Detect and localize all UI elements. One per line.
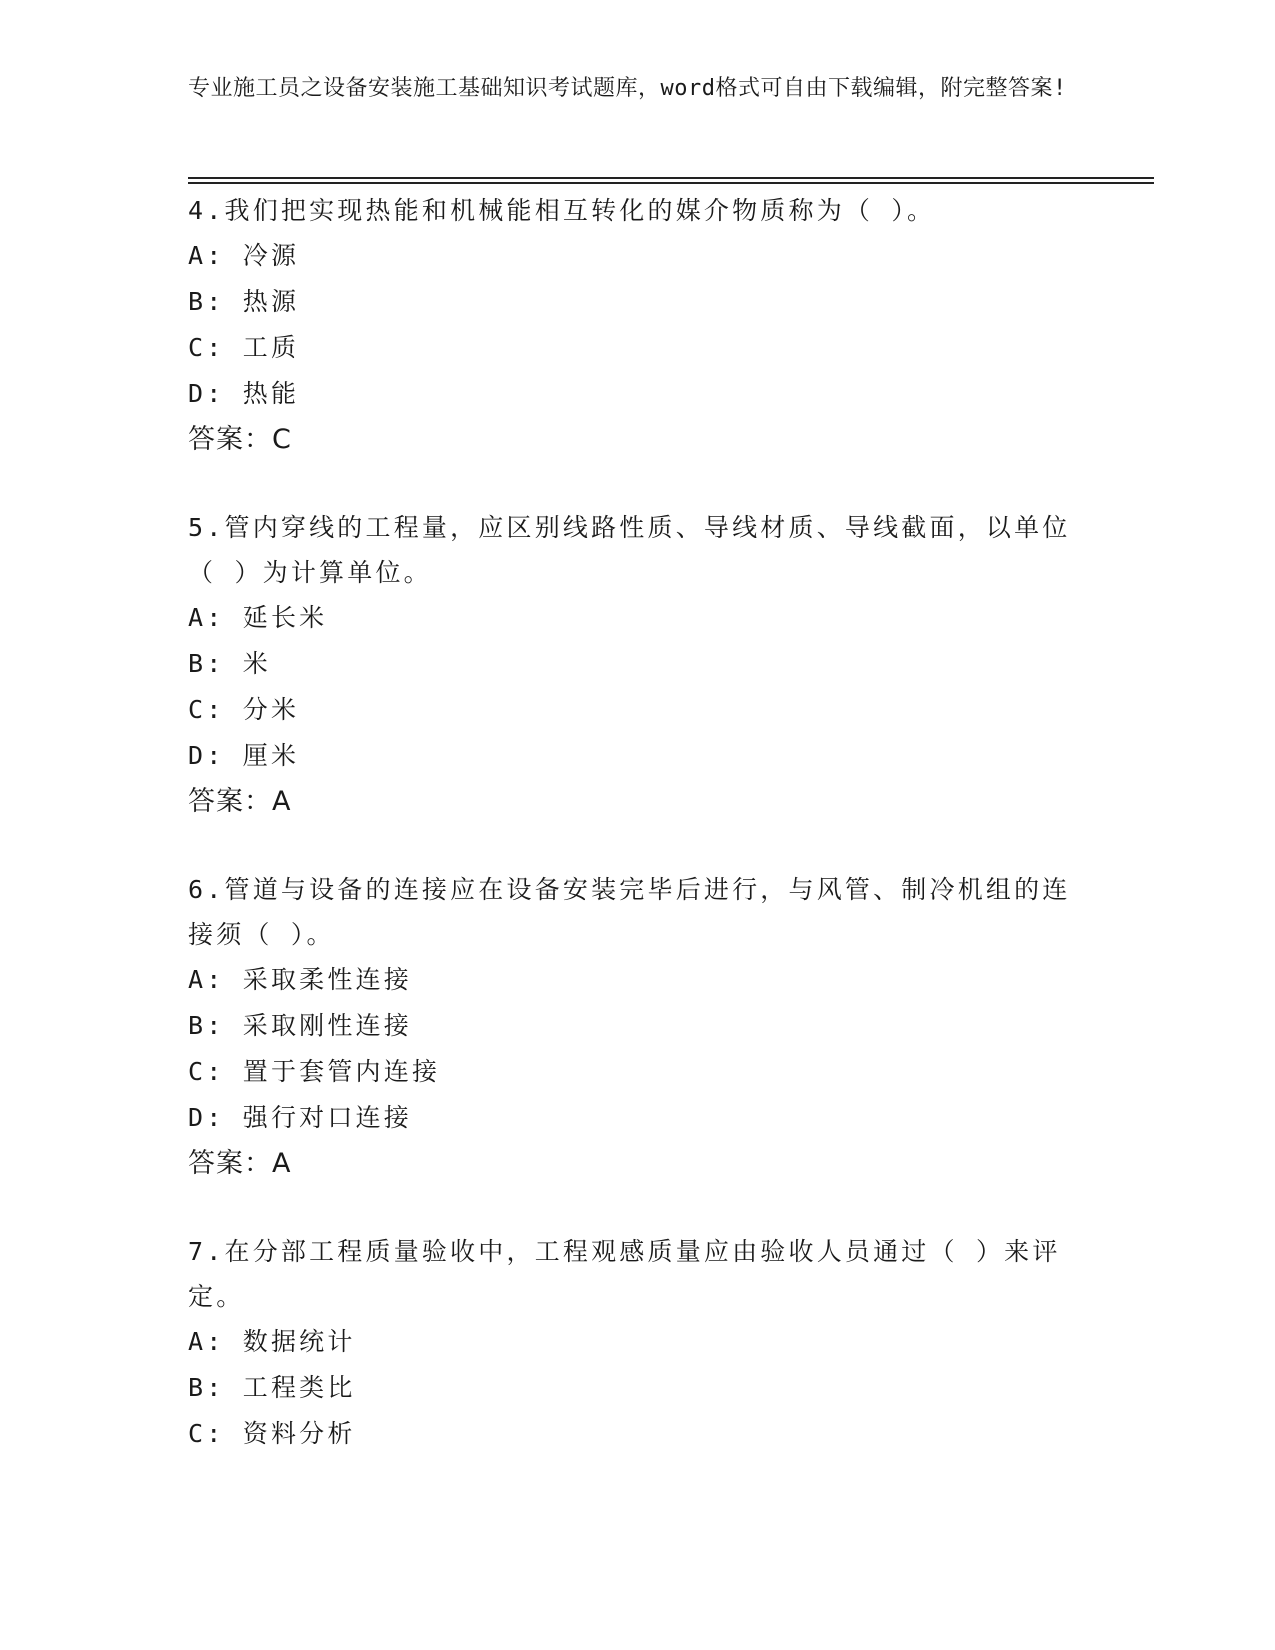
option-c: C: 工质 [188,333,300,362]
question-stem: 6.管道与设备的连接应在设备安装完毕后进行，与风管、制冷机组的连接须（ ）。 [188,875,1071,949]
option-c: C: 分米 [188,695,300,724]
option-c: C: 资料分析 [188,1419,356,1448]
option-a: A: 延长米 [188,603,328,632]
answer-label: 答案：A [188,786,292,817]
question-stem: 5.管内穿线的工程量，应区别线路性质、导线材质、导线截面，以单位（ ）为计算单位。 [188,513,1071,587]
option-d: D: 热能 [188,379,300,408]
header-divider-top [188,177,1154,179]
question-stem: 4.我们把实现热能和机械能相互转化的媒介物质称为（ ）。 [188,196,936,225]
option-b: B: 工程类比 [188,1373,356,1402]
option-a: A: 采取柔性连接 [188,965,412,994]
question-item [188,188,1088,462]
answer-label: 答案：C [188,424,292,455]
option-a: A: 数据统计 [188,1327,356,1356]
option-b: B: 热源 [188,287,300,316]
answer-label: 答案：A [188,1148,292,1179]
option-b: B: 采取刚性连接 [188,1011,412,1040]
option-b: B: 米 [188,649,271,678]
document-header-title: 专业施工员之设备安装施工基础知识考试题库，word格式可自由下载编辑，附完整答案! [188,76,1067,101]
question-stem: 7.在分部工程质量验收中，工程观感质量应由验收人员通过（ ）来评定。 [188,1237,1061,1311]
question-list [188,188,1088,1500]
question-item [188,1229,1088,1457]
option-a: A: 冷源 [188,241,300,270]
option-c: C: 置于套管内连接 [188,1057,441,1086]
question-item [188,867,1088,1186]
option-d: D: 强行对口连接 [188,1103,412,1132]
header-divider-bottom [188,182,1154,184]
option-d: D: 厘米 [188,741,300,770]
question-item [188,505,1088,824]
